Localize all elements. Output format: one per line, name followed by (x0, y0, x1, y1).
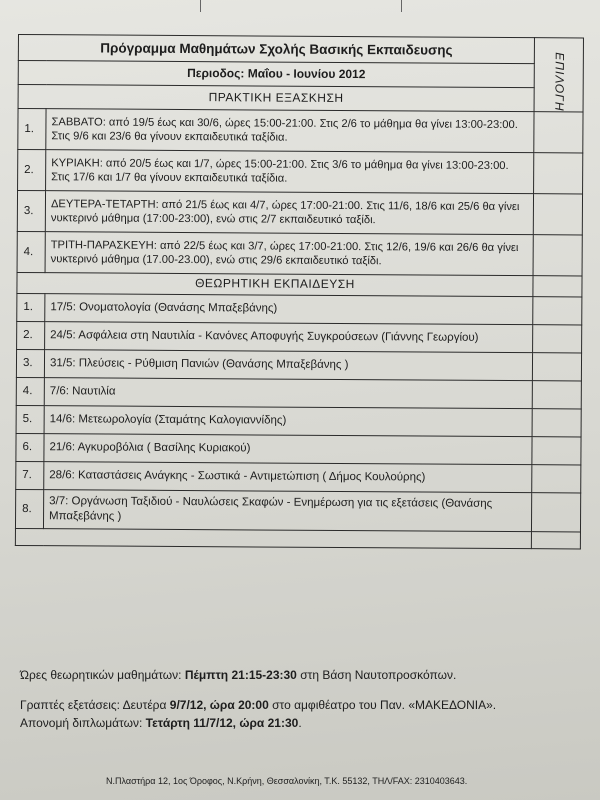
selection-cell[interactable] (532, 409, 581, 437)
row-number: 1. (17, 294, 45, 322)
table-row (16, 350, 581, 381)
document-title: Πρόγραμμα Μαθημάτων Σχολής Βασικής Εκπαιδευσης (18, 35, 534, 64)
exams-datetime: 9/7/12, ώρα 20:00 (169, 698, 269, 712)
exams-prefix: Γραπτές εξετάσεις: Δευτέρα (20, 698, 170, 712)
row-number: 3. (17, 191, 45, 232)
practical-section-header: ΠΡΑΚΤΙΚΗ ΕΞΑΣΚΗΣΗ (18, 85, 534, 112)
diplomas-suffix: . (298, 716, 302, 730)
table-row (17, 294, 582, 325)
selection-cell[interactable] (532, 353, 581, 381)
theory-section-header: ΘΕΩΡΗΤΙΚΗ ΕΚΠΑΙΔΕΥΣΗ (17, 273, 533, 297)
table-row (17, 322, 582, 353)
table-row (17, 232, 582, 276)
row-number: 4. (17, 232, 45, 273)
theory-item: 14/6: Μετεωρολογία (Σταμάτης Καλογιαννίδης) (44, 406, 532, 437)
theory-item: 3/7: Οργάνωση Ταξιδιού - Ναυλώσεις Σκαφών - Ενημέρωση για τις εξετάσεις (Θανάσης Μπαξεβάνης ) (43, 490, 531, 532)
theory-item: 31/5: Πλεύσεις - Ρύθμιση Πανιών (Θανάσης Μπαξεβάνης ) (44, 350, 532, 381)
selection-column-header (534, 38, 583, 113)
table-row (16, 406, 581, 437)
theory-item: 7/6: Ναυτιλία (44, 378, 532, 409)
diplomas-datetime: Τετάρτη 11/7/12, ώρα 21:30 (145, 716, 299, 730)
theory-hours-time: Πέμπτη 21:15-23:30 (184, 668, 297, 682)
selection-cell[interactable] (533, 325, 582, 353)
selection-label: ΕΠΙΛΟΓΗ (552, 52, 567, 112)
selection-cell[interactable] (531, 493, 580, 532)
table-row (18, 109, 583, 153)
period-label: Περιοδος: Μαΐου - Ιουνίου 2012 (18, 61, 534, 88)
practical-item: ΚΥΡΙΑΚΗ: από 20/5 έως και 1/7, ώρες 15:00-21:00. Στις 3/6 το μάθημα θα γίνει 13:00-23:00. Στις 17/6 και 1/7 θα γίνουν εκπαιδευτικά ταξίδια. (46, 150, 534, 194)
table-row (18, 150, 583, 194)
practical-item: ΣΑΒΒΑΤΟ: από 19/5 έως και 30/6, ώρες 15:00-21:00. Στις 2/6 το μάθημα θα γίνει 13:00-23:00. Στις 9/6 και 23/6 θα γίνουν εκπαιδευτικά ταξίδια. (46, 109, 534, 153)
theory-item: 17/5: Ονοματολογία (Θανάσης Μπαξεβάνης) (45, 294, 533, 325)
selection-cell (531, 532, 580, 549)
schedule-table (15, 34, 584, 550)
table-row (15, 490, 580, 532)
selection-cell (533, 276, 582, 297)
theory-item: 21/6: Αγκυροβόλια ( Βασίλης Κυριακού) (44, 434, 532, 465)
row-number: 3. (16, 350, 44, 378)
practical-item: ΔΕΥΤΕΡΑ-ΤΕΤΑΡΤΗ: από 21/5 έως και 4/7, ώρες 17:00-21:00. Στις 11/6, 18/6 και 25/6 θα γίνει νυκτερινό μάθημα (17:00-23:00), ενώ στις 2/7 εκπαιδευτικό ταξίδι. (45, 191, 533, 235)
selection-cell[interactable] (534, 153, 583, 194)
exams-suffix: στο αμφιθέατρο του Παν. «ΜΑΚΕΔΟΝΙΑ». (268, 698, 497, 712)
exams-note (20, 698, 496, 712)
theory-item: 24/5: Ασφάλεια στη Ναυτιλία - Κανόνες Αποφυγής Συγκρούσεων (Γιάννης Γεωργίου) (45, 322, 533, 353)
address-line: Ν.Πλαστήρα 12, 1ος Όροφος, Ν.Κρήνη, Θεσσαλονίκη, Τ.Κ. 55132, ΤΗΛ/FAX: 2310403643. (106, 776, 468, 786)
row-number: 2. (18, 150, 46, 191)
theory-hours-prefix: Ώρες θεωρητικών μαθημάτων: (20, 668, 185, 682)
row-number: 5. (16, 406, 44, 434)
selection-cell[interactable] (533, 235, 582, 276)
table-row (16, 462, 581, 493)
diplomas-prefix: Απονομή διπλωμάτων: (20, 716, 146, 730)
row-number: 8. (15, 490, 43, 529)
table-row (16, 378, 581, 409)
row-number: 4. (16, 378, 44, 406)
blank-row (15, 529, 531, 549)
row-number: 6. (16, 434, 44, 462)
selection-cell[interactable] (533, 194, 582, 235)
selection-cell[interactable] (533, 297, 582, 325)
diplomas-note (20, 716, 302, 730)
row-number: 1. (18, 109, 46, 150)
selection-cell[interactable] (534, 112, 583, 153)
selection-cell[interactable] (532, 465, 581, 493)
table-row (17, 191, 582, 235)
selection-cell[interactable] (532, 381, 581, 409)
previous-page-edge (200, 0, 402, 12)
selection-cell[interactable] (532, 437, 581, 465)
row-number: 2. (17, 322, 45, 350)
theory-hours-suffix: στη Βάση Ναυτοπροσκόπων. (296, 668, 457, 682)
row-number: 7. (16, 462, 44, 490)
practical-item: ΤΡΙΤΗ-ΠΑΡΑΣΚΕΥΗ: από 22/5 έως και 3/7, ώρες 17:00-21:00. Στις 12/6, 19/6 και 26/6 θα γίνει νυκτερινό μάθημα (17.00-23.00), ενώ στις 29/6 εκπαιδευτικό ταξίδι. (45, 232, 533, 276)
theory-item: 28/6: Καταστάσεις Ανάγκης - Σωστικά - Αντιμετώπιση ( Δήμος Κουλούρης) (44, 462, 532, 493)
table-row (16, 434, 581, 465)
theory-hours-note (20, 668, 456, 682)
